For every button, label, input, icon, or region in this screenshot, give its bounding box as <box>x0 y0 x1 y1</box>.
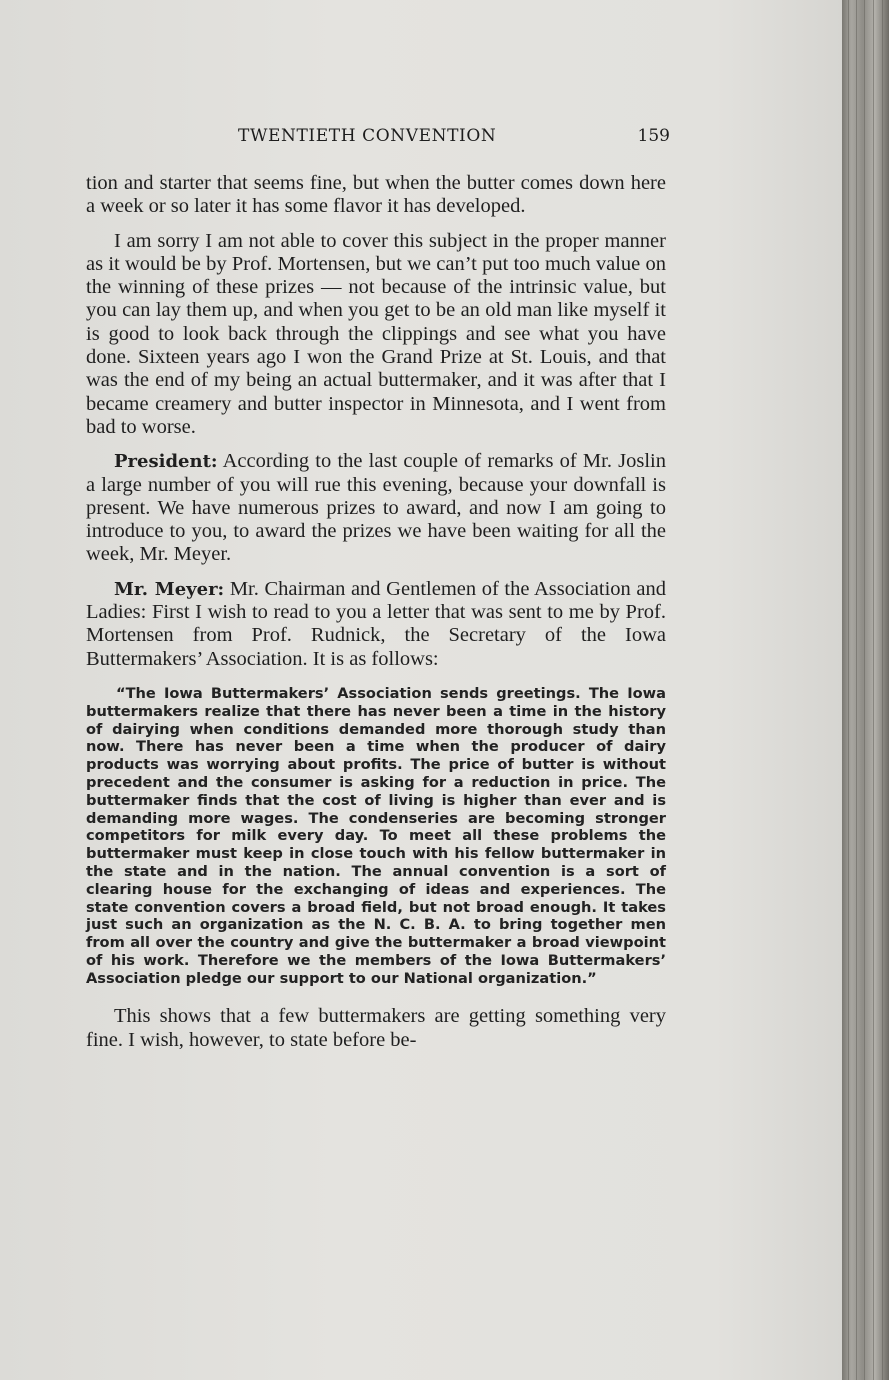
president-remarks: According to the last couple of remarks of Mr. Joslin a large number of you will rue this evening, because your downfall is present. We have numerous prizes to award, and now I am going to introduce to you, to award the prizes we have been waiting for all the week, Mr. Meyer. <box>86 450 666 566</box>
speaker-president: President: <box>114 451 218 473</box>
body-text <box>86 172 666 1063</box>
quoted-letter: “The Iowa Buttermakers’ Association sends greetings. The Iowa buttermakers realize that there has never been a time in the history of dairying when conditions demanded more thorough study than now. There has never been a time when the producer of dairy products was worrying about profits. The price of butter is without precedent and the consumer is asking for a reduction in price. The buttermaker finds that the cost of living is higher than ever and is demanding more wages. The condenseries are becoming stronger competitors for milk every day. To meet all these problems the buttermaker must keep in close touch with his fellow buttermaker in the state and in the nation. The annual convention is a sort of clearing house for the exchanging of ideas and experiences. The state convention covers a broad field, but not broad enough. It takes just such an organization as the N. C. B. A. to bring together men from all over the country and give the buttermaker a broad viewpoint of his work. Therefore we the members of the Iowa Buttermakers’ Association pledge our support to our National organization.” <box>86 684 666 987</box>
paragraph-continuation: tion and starter that seems fine, but when the butter comes down here a week or so later it has some flavor it has developed. <box>86 172 666 218</box>
paragraph-meyer <box>86 578 666 671</box>
page-number: 159 <box>637 126 670 146</box>
book-edge <box>842 0 889 1380</box>
paragraph-closing: This shows that a few buttermakers are getting something very fine. I wish, however, to state before be- <box>86 1005 666 1051</box>
page-header <box>238 126 670 156</box>
running-head: TWENTIETH CONVENTION <box>238 126 497 146</box>
meyer-remarks: Mr. Chairman and Gentlemen of the Association and Ladies: First I wish to read to you a letter that was sent to me by Prof. Mortensen from Prof. Rudnick, the Secretary of the Iowa Buttermakers’ Association. It is as follows: <box>86 577 666 670</box>
speaker-meyer: Mr. Meyer: <box>114 578 225 600</box>
paragraph-president <box>86 450 666 566</box>
paragraph-joslin-remarks: I am sorry I am not able to cover this subject in the proper manner as it would be by Prof. Mortensen, but we can’t put too much value on the winning of these prizes — not because of the intrinsic value, but you can lay them up, and when you get to be an old man like myself it is good to look back through the clippings and see what you have done. Sixteen years ago I won the Grand Prize at St. Louis, and that was the end of my being an actual buttermaker, and it was after that I became creamery and butter inspector in Minnesota, and I went from bad to worse. <box>86 229 666 438</box>
